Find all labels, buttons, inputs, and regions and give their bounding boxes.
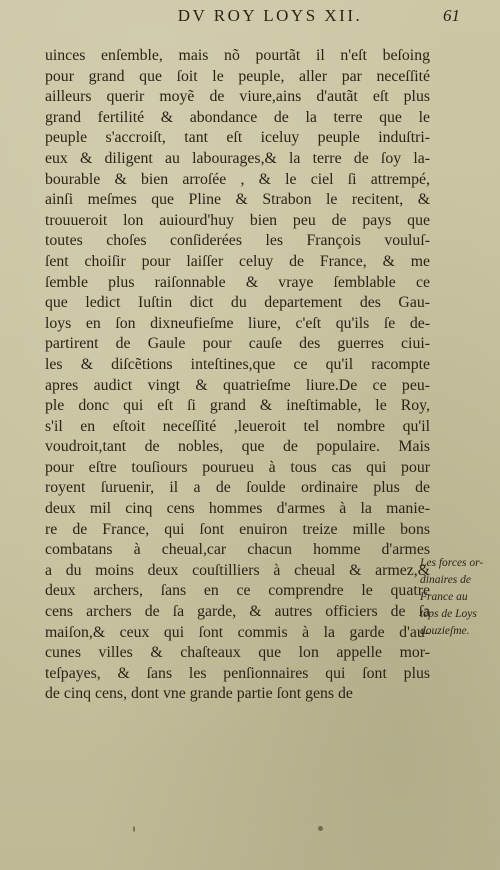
text-line: toutes choſes conſiderées les François vouluſ- — [45, 232, 430, 250]
text-line: ſemble plus raiſonnable & vraye ſemblable ce — [45, 273, 430, 291]
text-line: loys en ſon dixneufieſme liure, c'eſt qu'ils ſe de- — [45, 314, 430, 332]
margin-note — [420, 555, 500, 640]
body-text — [45, 46, 430, 705]
running-head: DV ROY LOYS XII. — [177, 6, 363, 25]
text-line: voudroit,tant de nobles, que de populaire. Mais — [45, 438, 430, 456]
text-line: re de France, qui ſont enuiron treize mille bons — [45, 520, 430, 538]
text-line: uinces enſemble, mais nõ pourtãt il n'eſt beſoing — [45, 47, 430, 64]
text-line: s'il en eſtoit neceſſité ,leueroit tel nombre qu'il — [45, 417, 430, 435]
text-line: teſpayes, & ſans les penſionnaires qui ſont plus — [45, 664, 430, 682]
text-line: a du moins deux couſtilliers à cheual & armez,& — [45, 561, 430, 579]
text-line: ple donc qui eſt ſi grand & ineſtimable, le Roy, — [45, 397, 430, 415]
text-line: royent ſuruenir, il a de ſoulde ordinaire plus de — [45, 479, 430, 497]
text-line: pour grand que ſoit le peuple, aller par neceſſité — [45, 67, 430, 85]
text-line: combatans à cheual,car chacun homme d'armes — [45, 541, 430, 559]
text-line: eux & diligent au labourages,& la terre de ſoy la- — [45, 149, 430, 167]
text-line: apres audict vingt & quatrieſme liure.De ce peu- — [45, 376, 430, 394]
text-line: que ledict Iuſtin dict du departement des Gau- — [45, 294, 430, 312]
text-line: les & diſcẽtions inteſtines,que ce qu'il racompte — [45, 355, 430, 373]
text-line: deux archers, ſans en ce comprendre le quatre — [45, 582, 430, 600]
margin-note-line: France au — [420, 591, 468, 603]
text-line: trouueroit lon auiourd'huy bien peu de pays que — [45, 211, 430, 229]
ink-speck — [318, 826, 323, 831]
text-line: partirent de Gaule pour cauſe des guerres ciui- — [45, 335, 430, 353]
text-line: deux mil cinq cens hommes d'armes à la manie- — [45, 500, 430, 518]
text-line: pour eſtre touſiours pourueu à tous cas qui pour — [45, 458, 430, 476]
text-line: ſent choiſir pour laiſſer celuy de France, & me — [45, 252, 430, 270]
ink-speck — [133, 826, 135, 832]
margin-note-line: Les forces or- — [420, 557, 484, 569]
text-line: maiſon,& ceux qui ſont commis à la garde d'au- — [45, 623, 430, 641]
margin-note-line: dinaires de — [420, 574, 471, 586]
page-header — [0, 6, 500, 36]
margin-note-line: douzieſme. — [420, 625, 470, 637]
text-line: de cinq cens, dont vne grande partie ſont gens de — [45, 685, 353, 703]
text-line: cens archers de ſa garde, & autres officiers de ſa — [45, 603, 430, 621]
text-line: grand fertilité & abondance de la terre que le — [45, 108, 430, 126]
text-line: ailleurs querir moyẽ de viure,ains d'autãt eſt plus — [45, 88, 430, 106]
margin-note-line: têps de Loys — [420, 608, 477, 620]
text-line: bourable & bien arroſée , & le ciel ſi attrempé, — [45, 170, 430, 188]
text-line: cunes villes & chaſteaux que lon appelle mor- — [45, 644, 430, 662]
text-line: peuple s'accroiſt, tant eſt iceluy peuple induſtri- — [45, 129, 430, 147]
text-line: ainſi meſmes que Pline & Strabon le recitent, & — [45, 191, 430, 209]
page-number: 61 — [443, 6, 460, 25]
